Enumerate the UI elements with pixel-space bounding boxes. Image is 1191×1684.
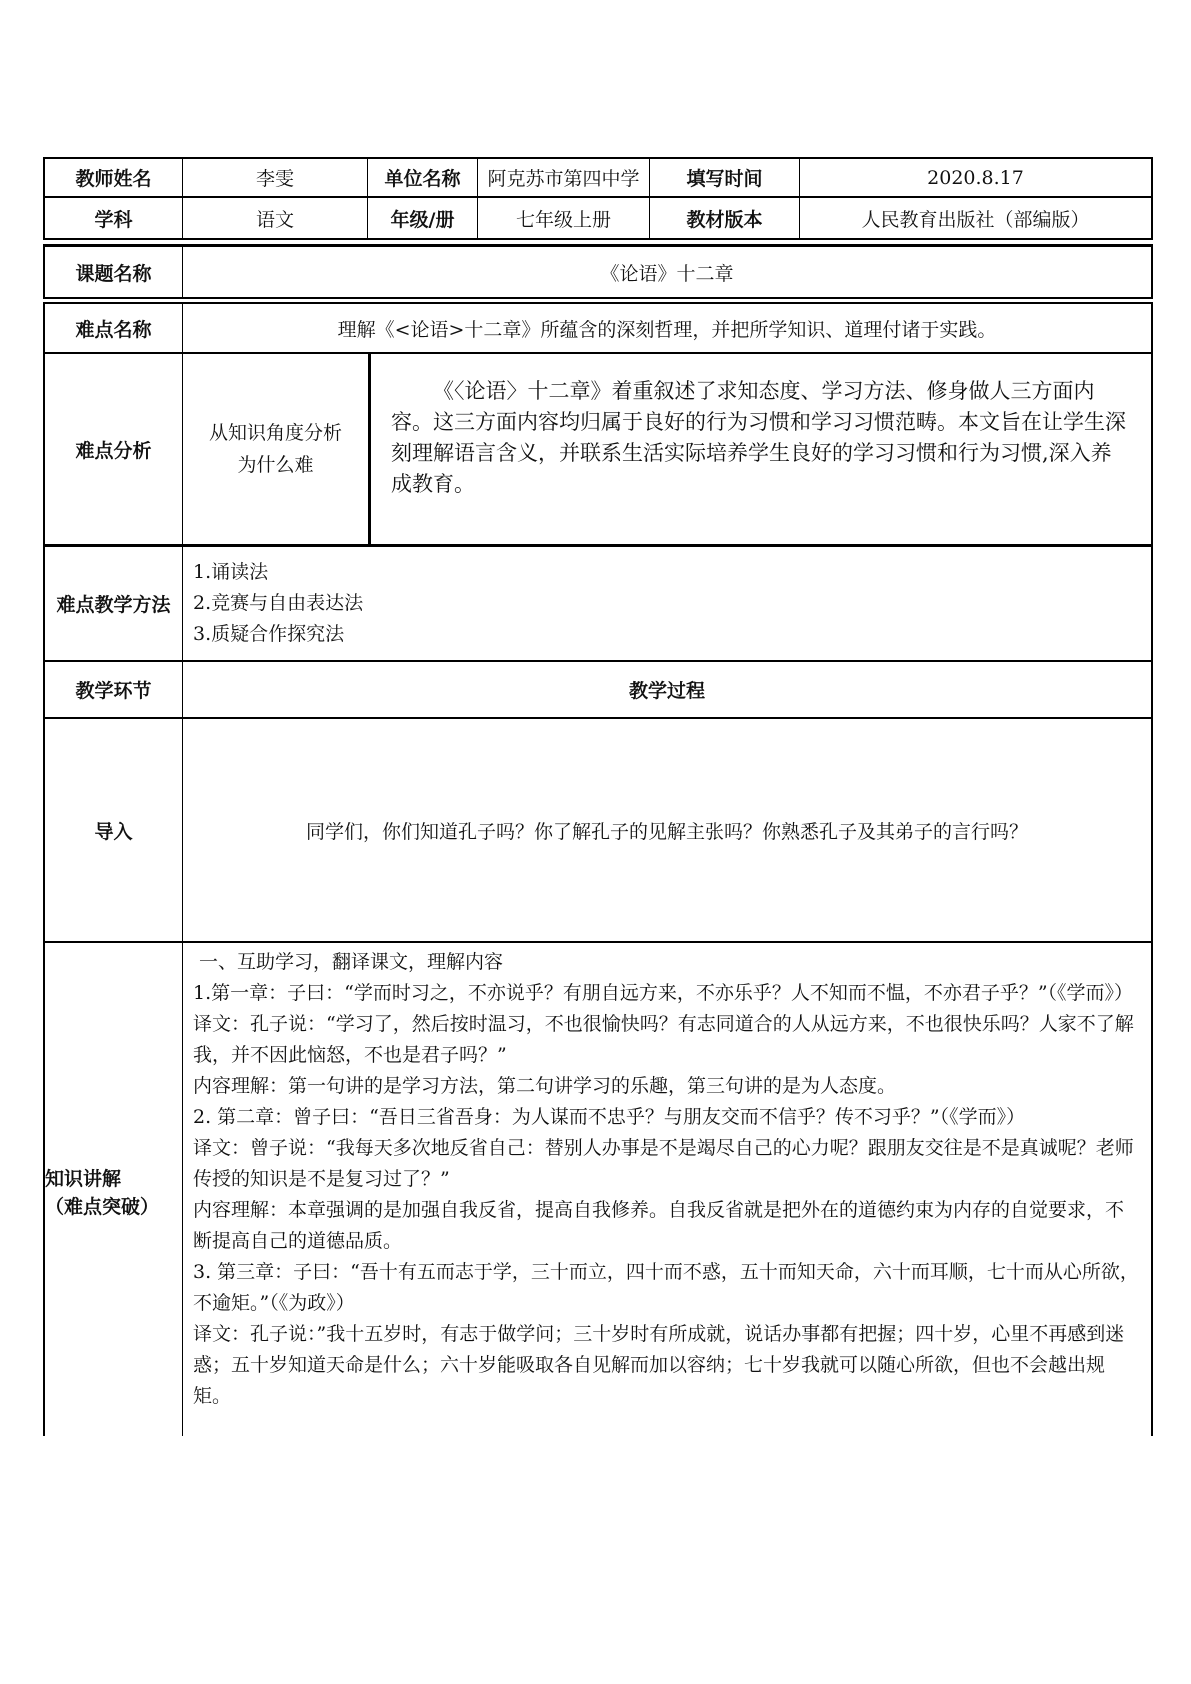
header-row-2 <box>43 198 1153 240</box>
knowledge-line: 1.第一章：子曰：“学而时习之，不亦说乎？有朋自远方来，不亦乐乎？人不知而不愠，不亦君子乎？”（《学而》） <box>193 982 1134 1004</box>
knowledge-line: 2. 第二章：曾子曰：“吾日三省吾身：为人谋而不忠乎？与朋友交而不信乎？传不习乎？”（《学而》） <box>193 1106 1026 1128</box>
knowledge-line: 译文：曾子说：“我每天多次地反省自己：替别人办事是不是竭尽自己的心力呢？跟朋友交往是不是真诚呢？老师传授的知识是不是复习过了？” <box>193 1137 1134 1190</box>
knowledge-row <box>43 943 1153 1436</box>
analysis-label: 难点分析 <box>45 354 183 544</box>
header-row-1 <box>43 157 1153 198</box>
difficulty-label: 难点名称 <box>45 304 183 352</box>
process-header-row <box>43 662 1153 719</box>
time-label: 填写时间 <box>650 159 800 196</box>
unit-value: 阿克苏市第四中学 <box>478 159 650 196</box>
analysis-text: 《〈论语〉十二章》着重叙述了求知态度、学习方法、修身做人三方面内容。这三方面内容均归属于良好的行为习惯和学习习惯范畴。本文旨在让学生深刻理解语言含义，并联系生活实际培养学生良好的学习习惯和行为习惯,深入养成教育。 <box>391 379 1126 496</box>
knowledge-line: 译文：孔子说：“学习了，然后按时温习，不也很愉快吗？有志同道合的人从远方来，不也很快乐吗？人家不了解我，并不因此恼怒，不也是君子吗？” <box>193 1013 1134 1066</box>
unit-label: 单位名称 <box>368 159 478 196</box>
methods-list <box>183 547 1151 660</box>
teacher-value: 李雯 <box>183 159 368 196</box>
edition-label: 教材版本 <box>650 198 800 238</box>
process-value: 教学过程 <box>628 680 705 702</box>
teacher-label: 教师姓名 <box>45 159 183 196</box>
subject-value: 语文 <box>183 198 368 238</box>
grade-label: 年级/册 <box>368 198 478 238</box>
intro-row <box>43 719 1153 943</box>
method-item: 2.竞赛与自由表达法 <box>193 592 364 614</box>
method-item: 1.诵读法 <box>193 561 269 583</box>
methods-label: 难点教学方法 <box>45 547 183 660</box>
knowledge-line: 译文：孔子说：”我十五岁时，有志于做学问；三十岁时有所成就，说话办事都有把握；四十岁，心里不再感到迷惑；五十岁知道天命是什么；六十岁能吸取各自见解而加以容纳；七十岁我就可以随心所欲，但也不会越出规矩。 <box>193 1323 1125 1407</box>
difficulty-row <box>43 302 1153 354</box>
method-item: 3.质疑合作探究法 <box>193 623 345 645</box>
analysis-row <box>43 354 1153 546</box>
lesson-plan-table <box>43 157 1153 1436</box>
intro-label: 导入 <box>45 719 183 941</box>
methods-row <box>43 546 1153 662</box>
knowledge-line: 内容理解：本章强调的是加强自我反省，提高自我修养。自我反省就是把外在的道德约束为内存的自觉要求，不断提高自己的道德品质。 <box>193 1199 1125 1252</box>
knowledge-label-1: 知识讲解 <box>45 1167 122 1190</box>
analysis-sub-label: 从知识角度分析为什么难 <box>208 422 342 476</box>
process-label: 教学环节 <box>45 662 183 717</box>
intro-text: 同学们，你们知道孔子吗？你了解孔子的见解主张吗？你熟悉孔子及其弟子的言行吗？ <box>305 820 1028 843</box>
edition-value: 人民教育出版社（部编版） <box>861 208 1090 231</box>
grade-value: 七年级上册 <box>478 198 650 238</box>
difficulty-value: 理解《<论语>十二章》所蕴含的深刻哲理，并把所学知识、道理付诸于实践。 <box>337 318 997 341</box>
time-value: 2020.8.17 <box>927 166 1024 189</box>
knowledge-label-2: （难点突破） <box>45 1195 160 1218</box>
knowledge-line: 3. 第三章：子曰：“吾十有五而志于学，三十而立，四十而不惑，五十而知天命，六十而耳顺，七十而从心所欲，不逾矩。”（《为政》） <box>193 1261 1139 1314</box>
subject-label: 学科 <box>45 198 183 238</box>
topic-row <box>43 244 1153 299</box>
topic-label: 课题名称 <box>45 247 183 297</box>
knowledge-line: 一、互助学习，翻译课文，理解内容 <box>193 951 504 973</box>
topic-value: 《论语》十二章 <box>600 262 734 285</box>
knowledge-line: 内容理解：第一句讲的是学习方法，第二句讲学习的乐趣，第三句讲的是为人态度。 <box>193 1075 897 1097</box>
knowledge-content <box>183 943 1151 1436</box>
